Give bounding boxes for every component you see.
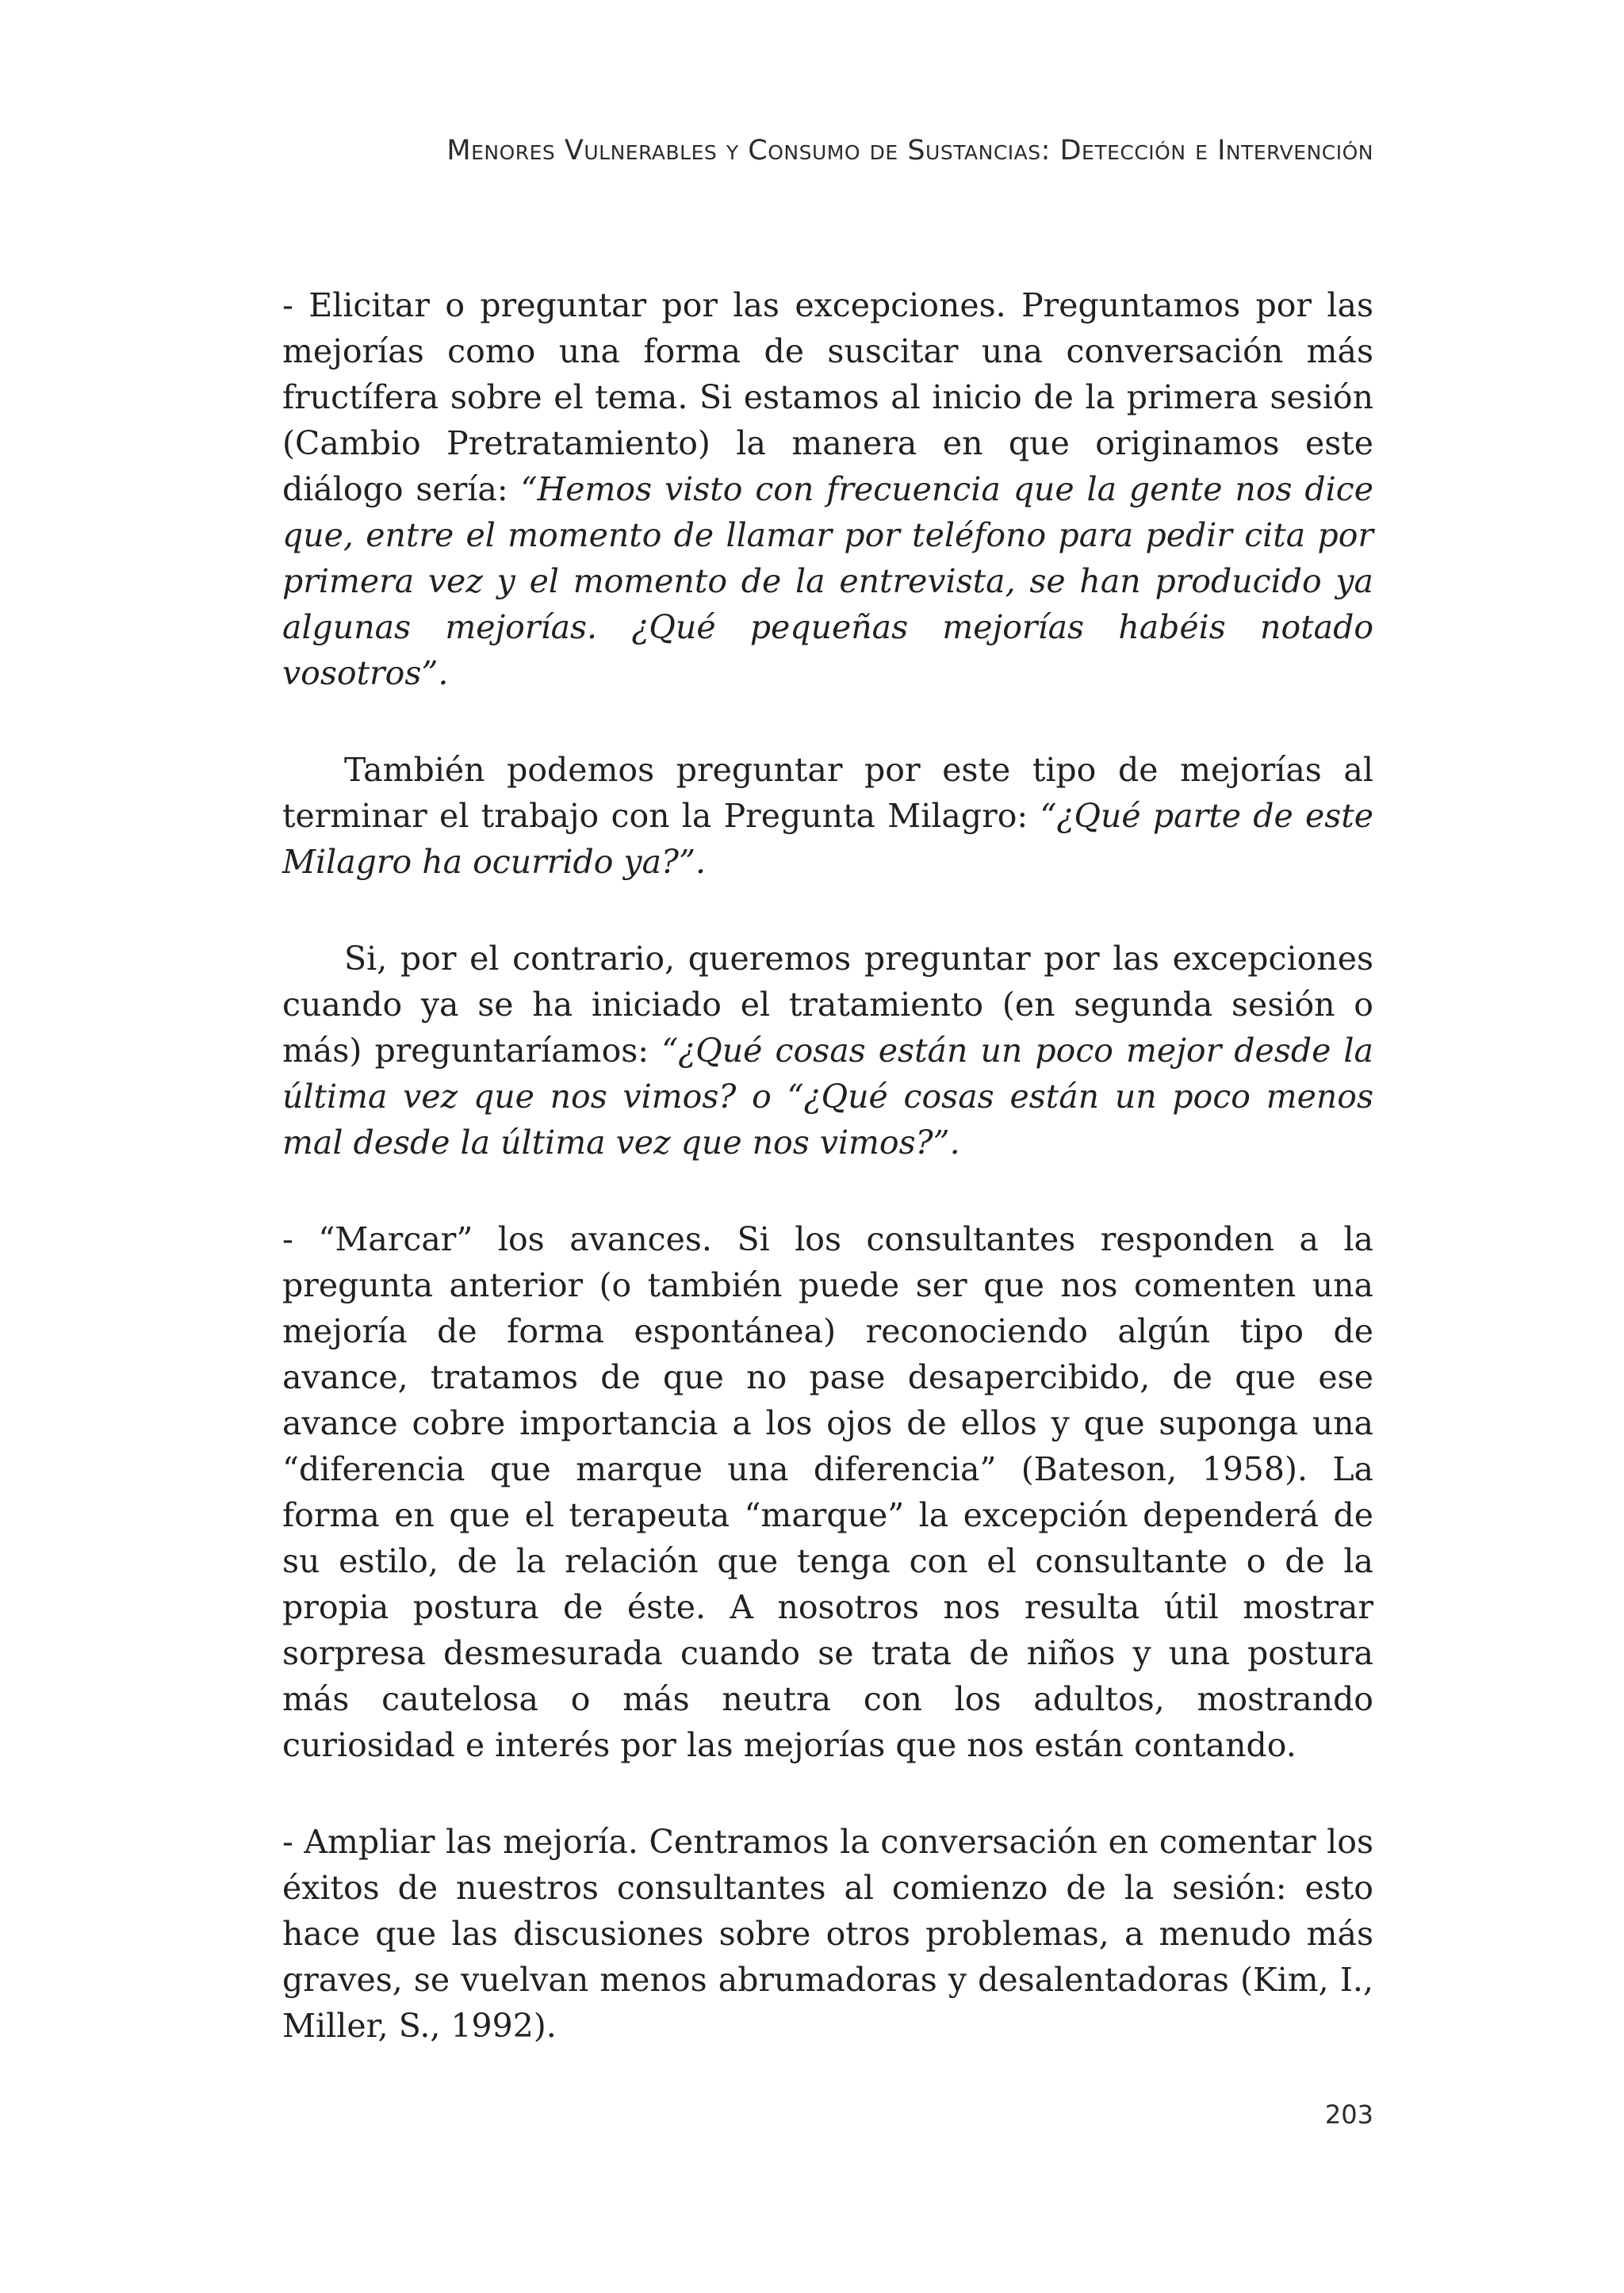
paragraph-miracle-question	[282, 747, 1373, 885]
paragraph-mark-progress: - “Marcar” los avances. Si los consultantes responden a la pregunta anterior (o también puede ser que nos comenten una mejoría de forma espontánea) reconociendo algún tipo de avance, tratamos de que no pase desapercibido, de que ese avance cobre importancia a los ojos de ellos y que suponga una “diferencia que marque una diferencia” (Bateson, 1958). La forma en que el terapeuta “marque” la excepción dependerá de su estilo, de la relación que tenga con el consultante o de la propia postura de éste. A nosotros nos resulta útil mostrar sorpresa desmesurada cuando se trata de niños y una postura más cautelosa o más neutra con los adultos, mostrando curiosidad e interés por las mejorías que nos están contando.	[282, 1220, 1373, 1764]
page-number: 203	[1324, 2100, 1373, 2130]
paragraph-text: También podemos preguntar por este tipo de mejorías al terminar el trabajo con la Pregunta Milagro:	[282, 751, 1373, 835]
running-header: Menores Vulnerables y Consumo de Sustancias: Detección e Intervención	[446, 135, 1373, 167]
paragraph-quote: “¿Qué cosas están un poco mejor desde la última vez que nos vimos? o “¿Qué cosas están un poco menos mal desde la última vez que nos vimos?”.	[282, 1032, 1373, 1162]
paragraph-quote: “Hemos visto con frecuencia que la gente nos dice que, entre el momento de llamar por teléfono para pedir cita por primera vez y el momento de la entrevista, se han producido ya algunas mejorías. ¿Qué pequeñas mejorías habéis notado vosotros”.	[282, 470, 1373, 692]
page-body	[282, 282, 1373, 2049]
paragraph-elicit-exceptions	[282, 282, 1373, 696]
paragraph-text: - Elicitar o preguntar por las excepciones. Preguntamos por las mejorías como una forma de suscitar una conversación más fructífera sobre el tema. Si estamos al inicio de la primera sesión (Cambio Pretratamiento) la manera en que originamos este diálogo sería:	[282, 286, 1373, 508]
paragraph-text: Si, por el contrario, queremos preguntar por las excepciones cuando ya se ha iniciado el tratamiento (en segunda sesión o más) preguntaríamos:	[282, 940, 1373, 1070]
paragraph-later-sessions	[282, 936, 1373, 1166]
paragraph-quote: “¿Qué parte de este Milagro ha ocurrido ya?”.	[282, 797, 1373, 881]
paragraph-amplify-improvements: - Ampliar las mejoría. Centramos la conversación en comentar los éxitos de nuestros consultantes al comienzo de la sesión: esto hace que las discusiones sobre otros problemas, a menudo más graves, se vuelvan menos abrumadoras y desalentadoras (Kim, I., Miller, S., 1992).	[282, 1823, 1373, 2045]
